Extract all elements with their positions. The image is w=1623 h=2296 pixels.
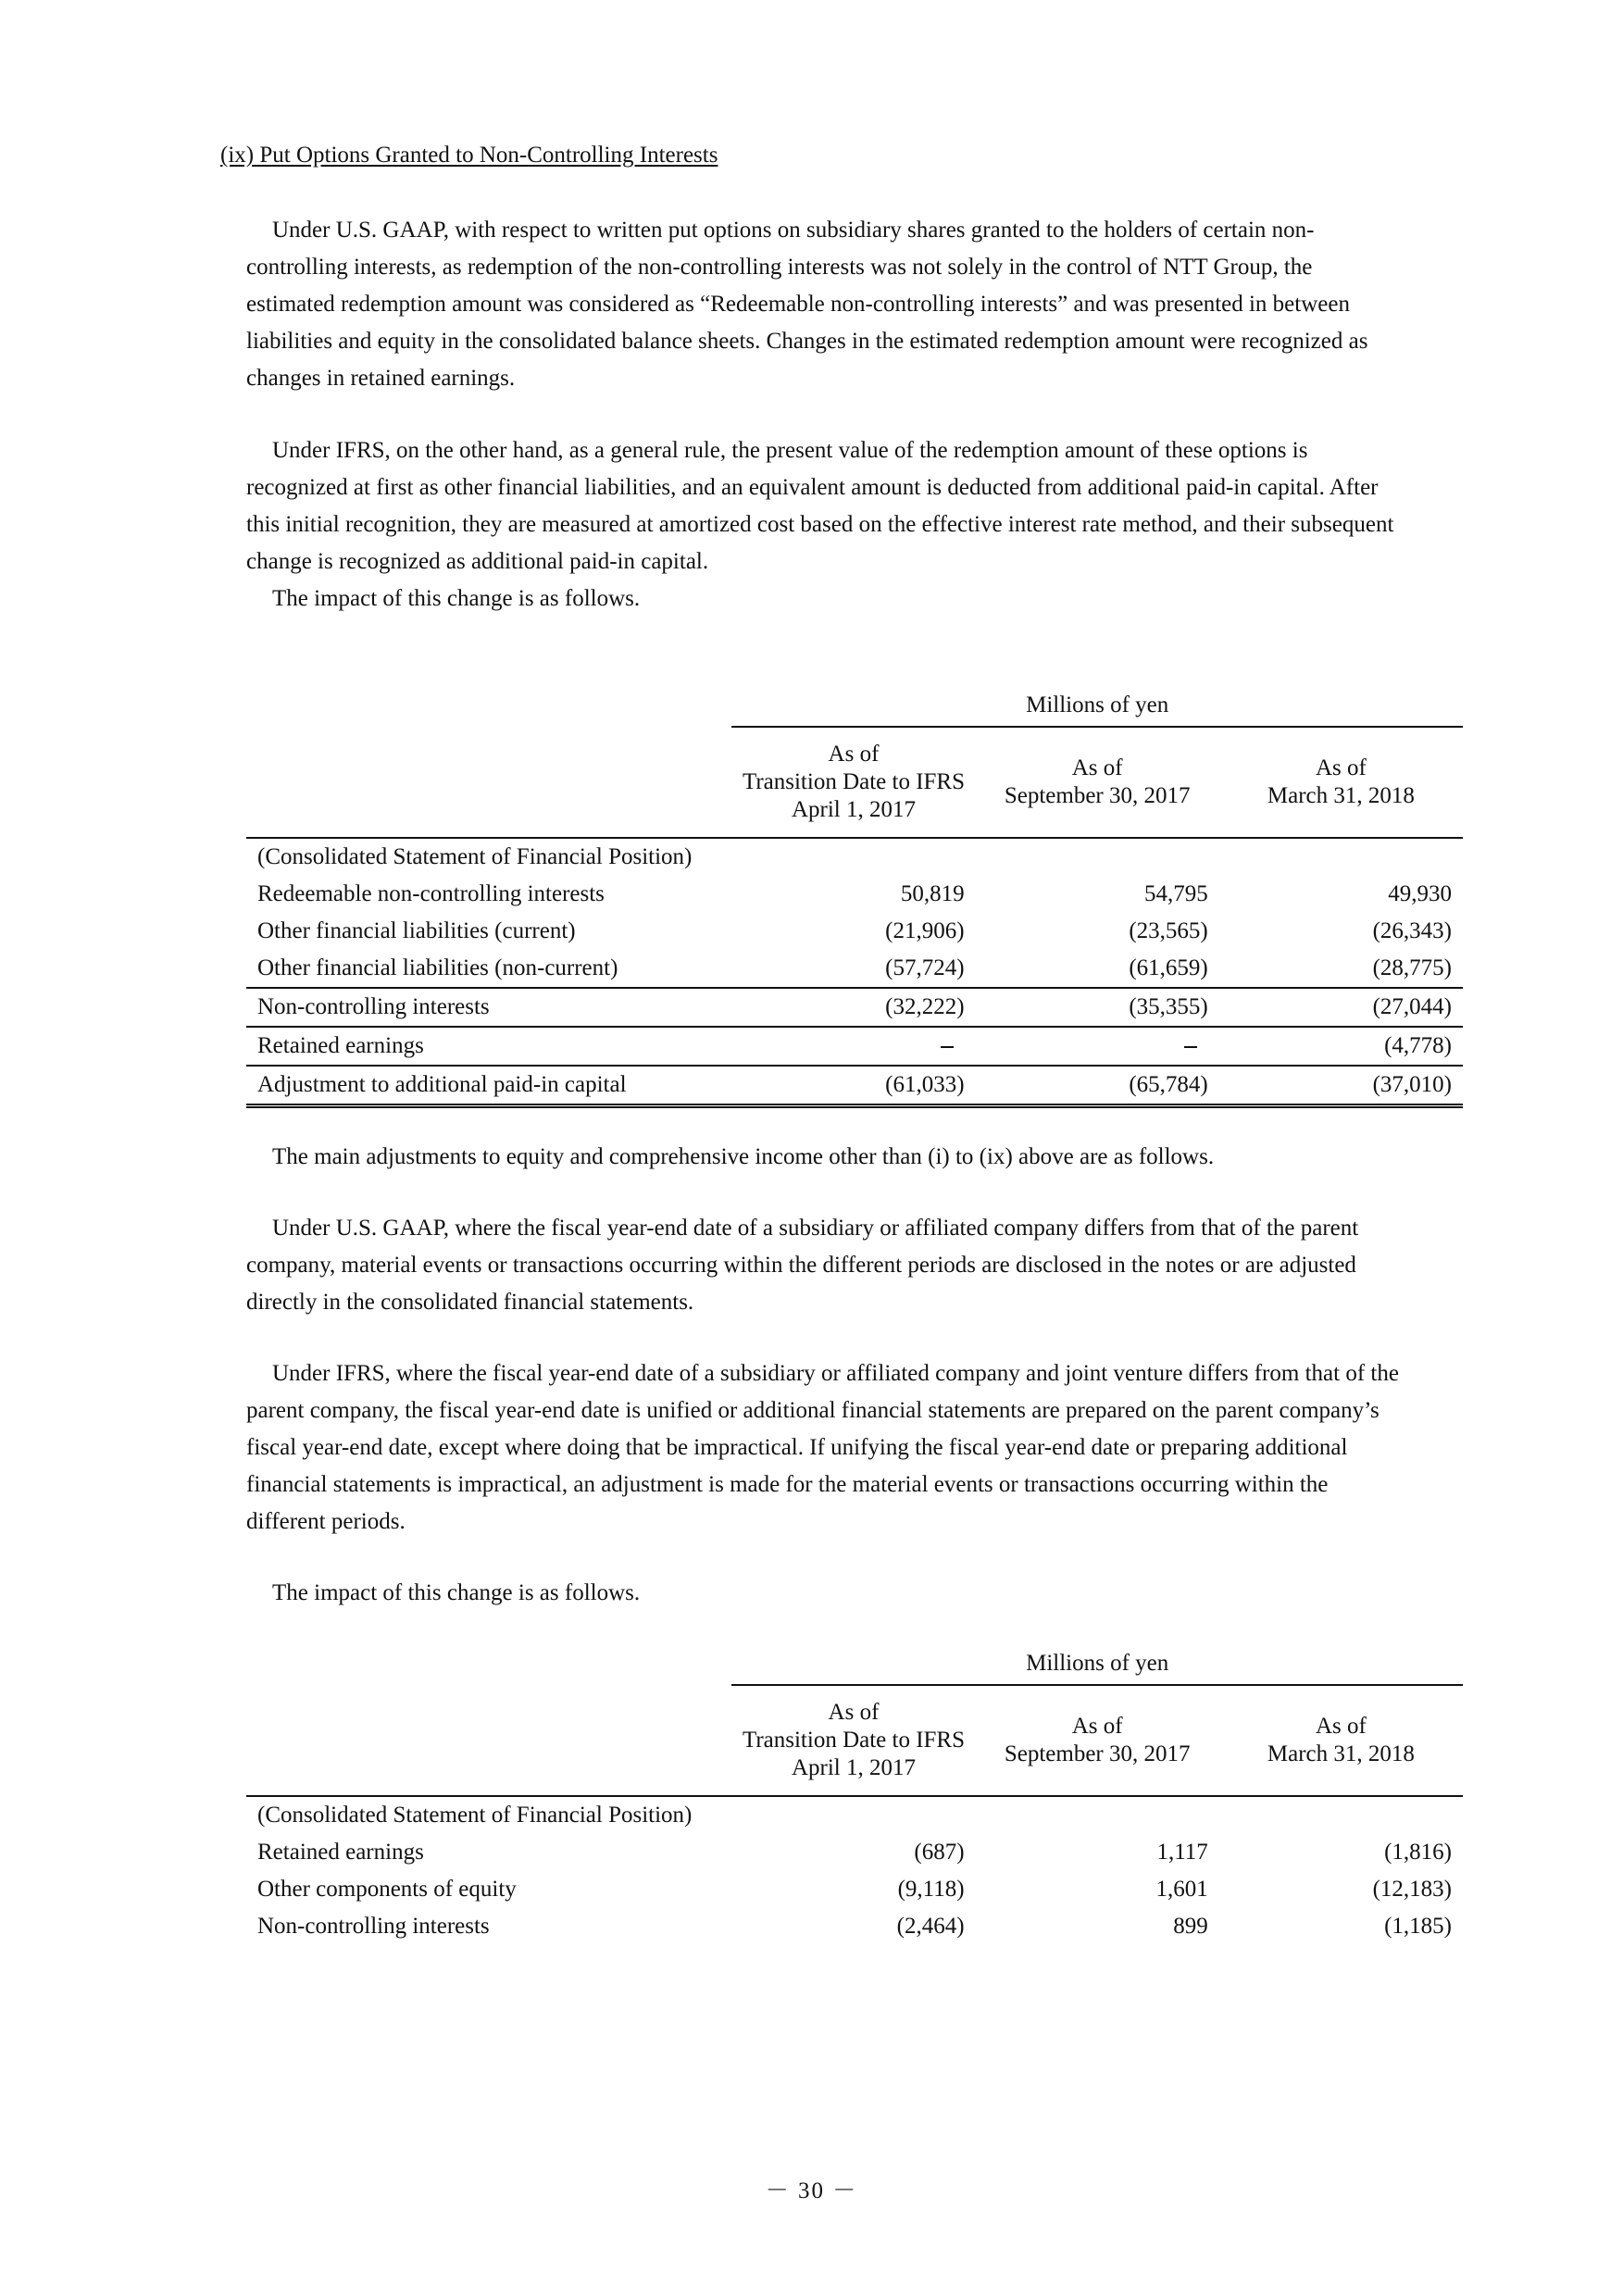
unit-label: Millions of yen [731,1643,1463,1685]
text-line: directly in the consolidated financial statements. [246,1290,694,1315]
header-blank [246,727,731,838]
table-row: Redeemable non-controlling interests 50,819 54,795 49,930 [257,881,1452,906]
text-line: changes in retained earnings. [246,366,516,391]
table-section-label: (Consolidated Statement of Financial Position) [257,844,693,869]
empty-value-dash [976,1027,1219,1066]
text-line: The main adjustments to equity and comprehensive income other than (i) to (ix) above are as follows. [272,1144,1215,1169]
paragraph-ifrs-fiscal-year [246,1355,1478,1541]
text-line: company, material events or transactions occurring within the different periods are disclosed in the notes or are adjusted [246,1253,1356,1278]
column-header-transition-date: As of Transition Date to IFRS April 1, 2017 [731,1685,975,1796]
table-row: Retained earnings (4,778) [246,1027,1463,1066]
header-blank [246,1685,731,1796]
column-header-mar-2018: As of March 31, 2018 [1219,727,1463,838]
put-options-impact-table [246,685,1463,1108]
paragraph-us-gaap-put-options [246,212,1478,397]
paragraph-main-adjustments [246,1139,1478,1176]
table-section-label: (Consolidated Statement of Financial Position) [257,1803,693,1828]
text-line: Under U.S. GAAP, where the fiscal year-end date of a subsidiary or affiliated company differs from that of the parent [272,1216,1359,1241]
page-number: － 30 － [765,2178,858,2203]
text-line: recognized at first as other financial liabilities, and an equivalent amount is deducted from additional paid-in capital. After [246,475,1379,500]
section-title: (ix) Put Options Granted to Non-Controlling Interests [220,143,718,168]
table-row: Non-controlling interests (2,464) 899 (1,185) [257,1914,1452,1939]
text-line: The impact of this change is as follows. [272,586,641,611]
column-header-transition-date: As of Transition Date to IFRS April 1, 2017 [731,727,975,838]
table-row: Retained earnings (687) 1,117 (1,816) [257,1840,1452,1865]
unit-label: Millions of yen [731,685,1463,727]
text-line: controlling interests, as redemption of the non-controlling interests was not solely in the control of NTT Group, the [246,255,1313,280]
table-row: Other financial liabilities (current) (21,906) (23,565) (26,343) [257,918,1452,943]
text-line: change is recognized as additional paid-in capital. [246,549,709,574]
table-corner [246,1643,731,1685]
column-header-sep-2017: As of September 30, 2017 [976,727,1219,838]
text-line: estimated redemption amount was considered as “Redeemable non-controlling interests” and was presented in between [246,292,1350,317]
text-line: parent company, the fiscal year-end date is unified or additional financial statements are prepared on the parent company’s [246,1398,1380,1423]
table-row: Other financial liabilities (non-current) (57,724) (61,659) (28,775) [257,955,1452,980]
text-line: financial statements is impractical, an adjustment is made for the material events or transactions occurring within the [246,1472,1329,1497]
text-line: different periods. [246,1509,406,1534]
column-header-mar-2018: As of March 31, 2018 [1219,1685,1463,1796]
text-line: fiscal year-end date, except where doing that be impractical. If unifying the fiscal year-end date or preparing additional [246,1435,1348,1460]
text-line: liabilities and equity in the consolidated balance sheets. Changes in the estimated redemption amount were recognized as [246,329,1368,354]
text-line: Under IFRS, where the fiscal year-end date of a subsidiary or affiliated company and joint venture differs from that of the [272,1361,1399,1386]
text-line: Under IFRS, on the other hand, as a general rule, the present value of the redemption amount of these options is [272,438,1308,463]
text-line: The impact of this change is as follows. [272,1580,641,1605]
paragraph-us-gaap-fiscal-year [246,1210,1478,1321]
table-row: Other components of equity (9,118) 1,601 (12,183) [257,1877,1452,1902]
fiscal-year-impact-table [246,1643,1463,1945]
paragraph-impact-intro [246,1575,1478,1612]
table-row: Non-controlling interests (32,222) (35,355) (27,044) [246,988,1463,1027]
table-corner [246,685,731,727]
text-line: Under U.S. GAAP, with respect to written put options on subsidiary shares granted to the holders of certain non- [272,218,1315,243]
table-row-total: Adjustment to additional paid-in capital (61,033) (65,784) (37,010) [246,1066,1463,1106]
empty-value-dash [731,1027,975,1066]
column-header-sep-2017: As of September 30, 2017 [976,1685,1219,1796]
paragraph-ifrs-put-options [246,432,1478,618]
text-line: this initial recognition, they are measured at amortized cost based on the effective interest rate method, and their subsequent [246,512,1394,537]
